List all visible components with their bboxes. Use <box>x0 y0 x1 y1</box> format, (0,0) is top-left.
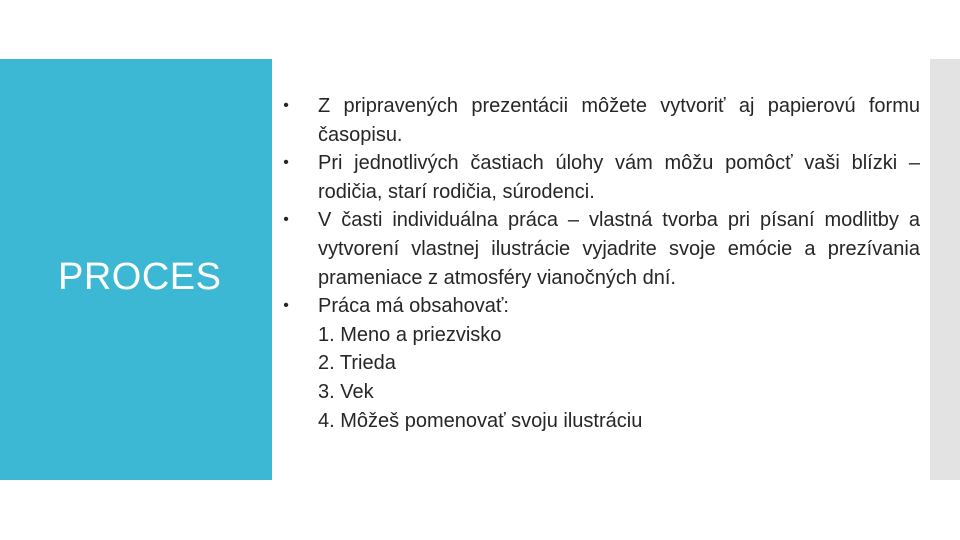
bullet-text: Pri jednotlivých častiach úlohy vám môžu pomôcť vaši blízki – rodičia, starí rodičia, súrodenci. <box>318 152 920 203</box>
bullet-icon: • <box>283 154 289 172</box>
bullet-icon: • <box>283 97 289 114</box>
bullet-icon: • <box>283 211 289 229</box>
bullet-item <box>280 92 920 149</box>
sub-list-item: 3. Vek <box>318 380 374 403</box>
side-strip <box>930 59 960 480</box>
bullet-item <box>280 149 920 206</box>
bullet-text: Práca má obsahovať: <box>318 295 509 318</box>
sub-list-item: 1. Meno a priezvisko <box>318 323 502 346</box>
bullet-item <box>280 206 920 292</box>
bullet-icon: • <box>283 297 289 315</box>
slide-title: PROCES <box>58 256 222 298</box>
bullet-item <box>280 292 920 321</box>
sub-list <box>280 321 920 435</box>
slide-content <box>280 92 920 435</box>
sub-list-item: 2. Trieda <box>318 352 396 375</box>
sub-list-item: 4. Môžeš pomenovať svoju ilustráciu <box>318 409 643 432</box>
bullet-text: V časti individuálna práca – vlastná tvorba pri písaní modlitby a vytvorení vlastnej ilustrácie vyjadrite svoje emócie a prezívania prameniace z atmosféry vianočných dní. <box>318 209 920 289</box>
bullet-text: Z pripravených prezentácii môžete vytvoriť aj papierovú formu časopisu. <box>318 95 920 146</box>
